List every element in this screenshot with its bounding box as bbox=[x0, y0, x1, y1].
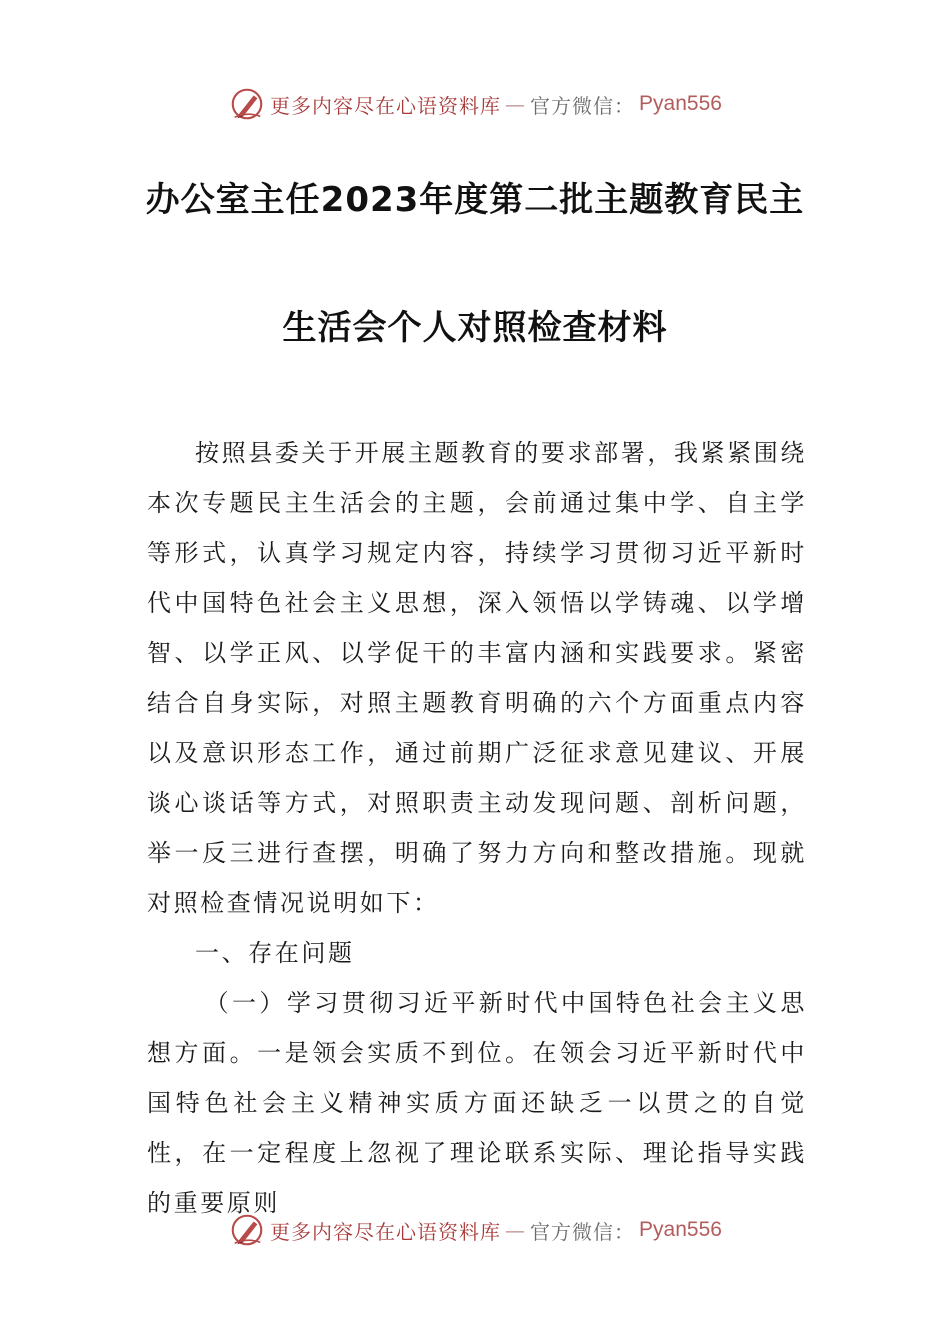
footer-watermark-banner bbox=[0, 1208, 950, 1252]
banner-text-library: 更多内容尽在心语资料库 bbox=[270, 93, 502, 118]
banner-text-library: 更多内容尽在心语资料库 bbox=[270, 1219, 502, 1244]
banner-text-wechat: 官方微信： bbox=[530, 93, 636, 118]
banner-wechat-id: Pyan556 bbox=[639, 92, 722, 115]
document-title-line-2: 生活会个人对照检查材料 bbox=[282, 308, 668, 348]
section-heading-problems: 一、存在问题 bbox=[195, 939, 355, 967]
banner-dash: — bbox=[505, 1218, 527, 1242]
banner-dash: — bbox=[505, 92, 527, 116]
banner-text-wechat: 官方微信： bbox=[530, 1219, 636, 1244]
pen-logo-icon bbox=[228, 1211, 266, 1249]
subsection-paragraph-1: （一）学习贯彻习近平新时代中国特色社会主义思想方面。一是领会实质不到位。在领会习近平新时代中国特色社会主义精神实质方面还缺乏一以贯之的自觉性，在一定程度上忽视了理论联系实际、理论指导实践的重要原则 bbox=[147, 989, 807, 1217]
document-title-line-1: 办公室主任2023年度第二批主题教育民主 bbox=[145, 180, 805, 220]
pen-logo-icon bbox=[228, 85, 266, 123]
header-watermark-banner bbox=[0, 82, 950, 126]
intro-paragraph: 按照县委关于开展主题教育的要求部署，我紧紧围绕本次专题民主生活会的主题，会前通过集中学、自主学等形式，认真学习规定内容，持续学习贯彻习近平新时代中国特色社会主义思想，深入领悟以学铸魂、以学增智、以学正风、以学促干的丰富内涵和实践要求。紧密结合自身实际，对照主题教育明确的六个方面重点内容以及意识形态工作，通过前期广泛征求意见建议、开展谈心谈话等方式，对照职责主动发现问题、剖析问题，举一反三进行查摆，明确了努力方向和整改措施。现就对照检查情况说明如下： bbox=[147, 439, 807, 917]
document-body bbox=[147, 428, 807, 1228]
banner-wechat-id: Pyan556 bbox=[639, 1218, 722, 1241]
